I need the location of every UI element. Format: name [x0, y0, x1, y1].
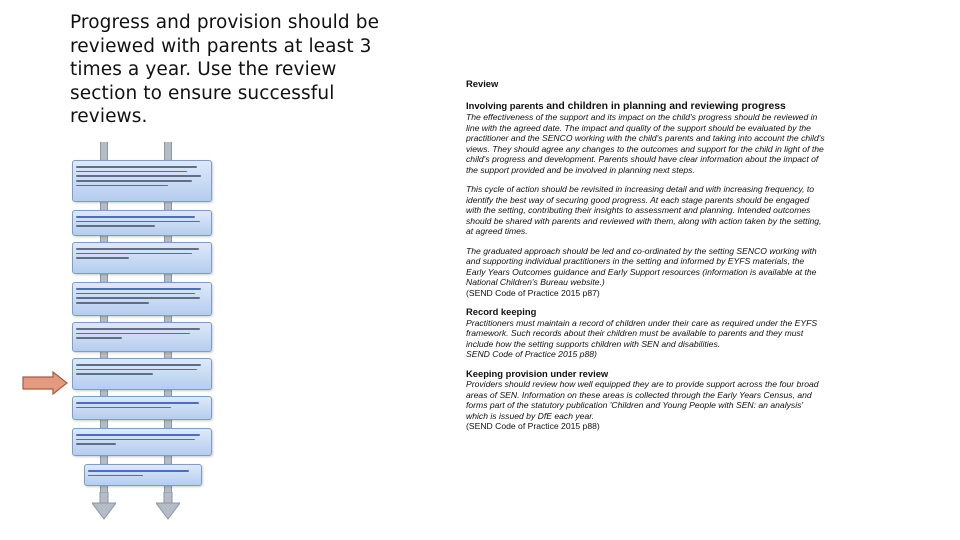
involving-parents-heading — [466, 101, 826, 113]
review-citation-1: (SEND Code of Practice 2015 p87) — [466, 287, 600, 298]
record-keeping-heading: Record keeping — [466, 306, 537, 317]
provision-review-citation: (SEND Code of Practice 2015 p88) — [466, 421, 600, 431]
involving-parents-heading-start: Involving parents — [466, 99, 544, 111]
review-title: Review — [466, 78, 499, 89]
review-paragraph-3: The graduated approach should be led and co-ordinated by the setting SENCO working with and supporting individual practitioners in the setting and informed by EYFS materials, the Early Years Outcomes guidance and Early Support resources (information is available at the National Children's Bureau website.) — [466, 245, 817, 287]
record-keeping-text: Practitioners must maintain a record of children under their care as required under the EYFS framework. Such records about their children must be available to parents and they must include how the setting supports children with SEN and disabilities. — [466, 317, 818, 349]
flowchart-step — [72, 282, 212, 316]
provision-review-heading: Keeping provision under review — [466, 367, 609, 379]
flowchart-step — [72, 160, 212, 202]
process-flowchart — [70, 134, 216, 524]
record-keeping-citation: SEND Code of Practice 2015 p88) — [466, 349, 597, 359]
flowchart-step — [72, 242, 212, 274]
review-excerpt — [466, 79, 826, 441]
flowchart-step — [72, 210, 212, 236]
provision-review-text: Providers should review how well equipped they are to provide support across the four broad areas of SEN. Information on these areas is collected through the Early Years Census, and forms part of the statutory publication 'Children and Young People with SEN: an analysis' which is issued by DfE each year. — [466, 379, 819, 421]
flowchart-step — [72, 322, 212, 352]
pointer-arrow-icon — [22, 371, 68, 395]
down-arrow-icon — [156, 492, 180, 520]
flowchart-step — [72, 396, 212, 420]
flowchart-step — [72, 428, 212, 456]
flowchart-step — [84, 464, 202, 486]
down-arrow-icon — [92, 492, 116, 520]
involving-parents-heading-end: and children in planning and reviewing progress — [546, 100, 786, 112]
flowchart-step-review — [72, 358, 212, 390]
review-paragraph-1: The effectiveness of the support and its impact on the child's progress should be reviewed in line with the agreed date. The impact and quality of the support should be evaluated by the practitioner and the SENCO working with the child's parents and taking into account the child's views. They should agree any changes to the outcomes and support for the child in light of the child's progress and development. Parents should have clear information about the impact of the support provided and be involved in planning next steps. — [466, 112, 825, 175]
slide-headline: Progress and provision should be reviewed with parents at least 3 times a year. Use the review section to ensure successful reviews. — [70, 12, 380, 127]
review-paragraph-2: This cycle of action should be revisited in increasing detail and with increasing frequency, to identify the best way of securing good progress. At each stage parents should be engaged with the setting, contributing their insights to assessment and planning. Intended outcomes should be shared with parents and reviewed with them, along with action taken by the setting, at agreed times. — [466, 184, 822, 236]
